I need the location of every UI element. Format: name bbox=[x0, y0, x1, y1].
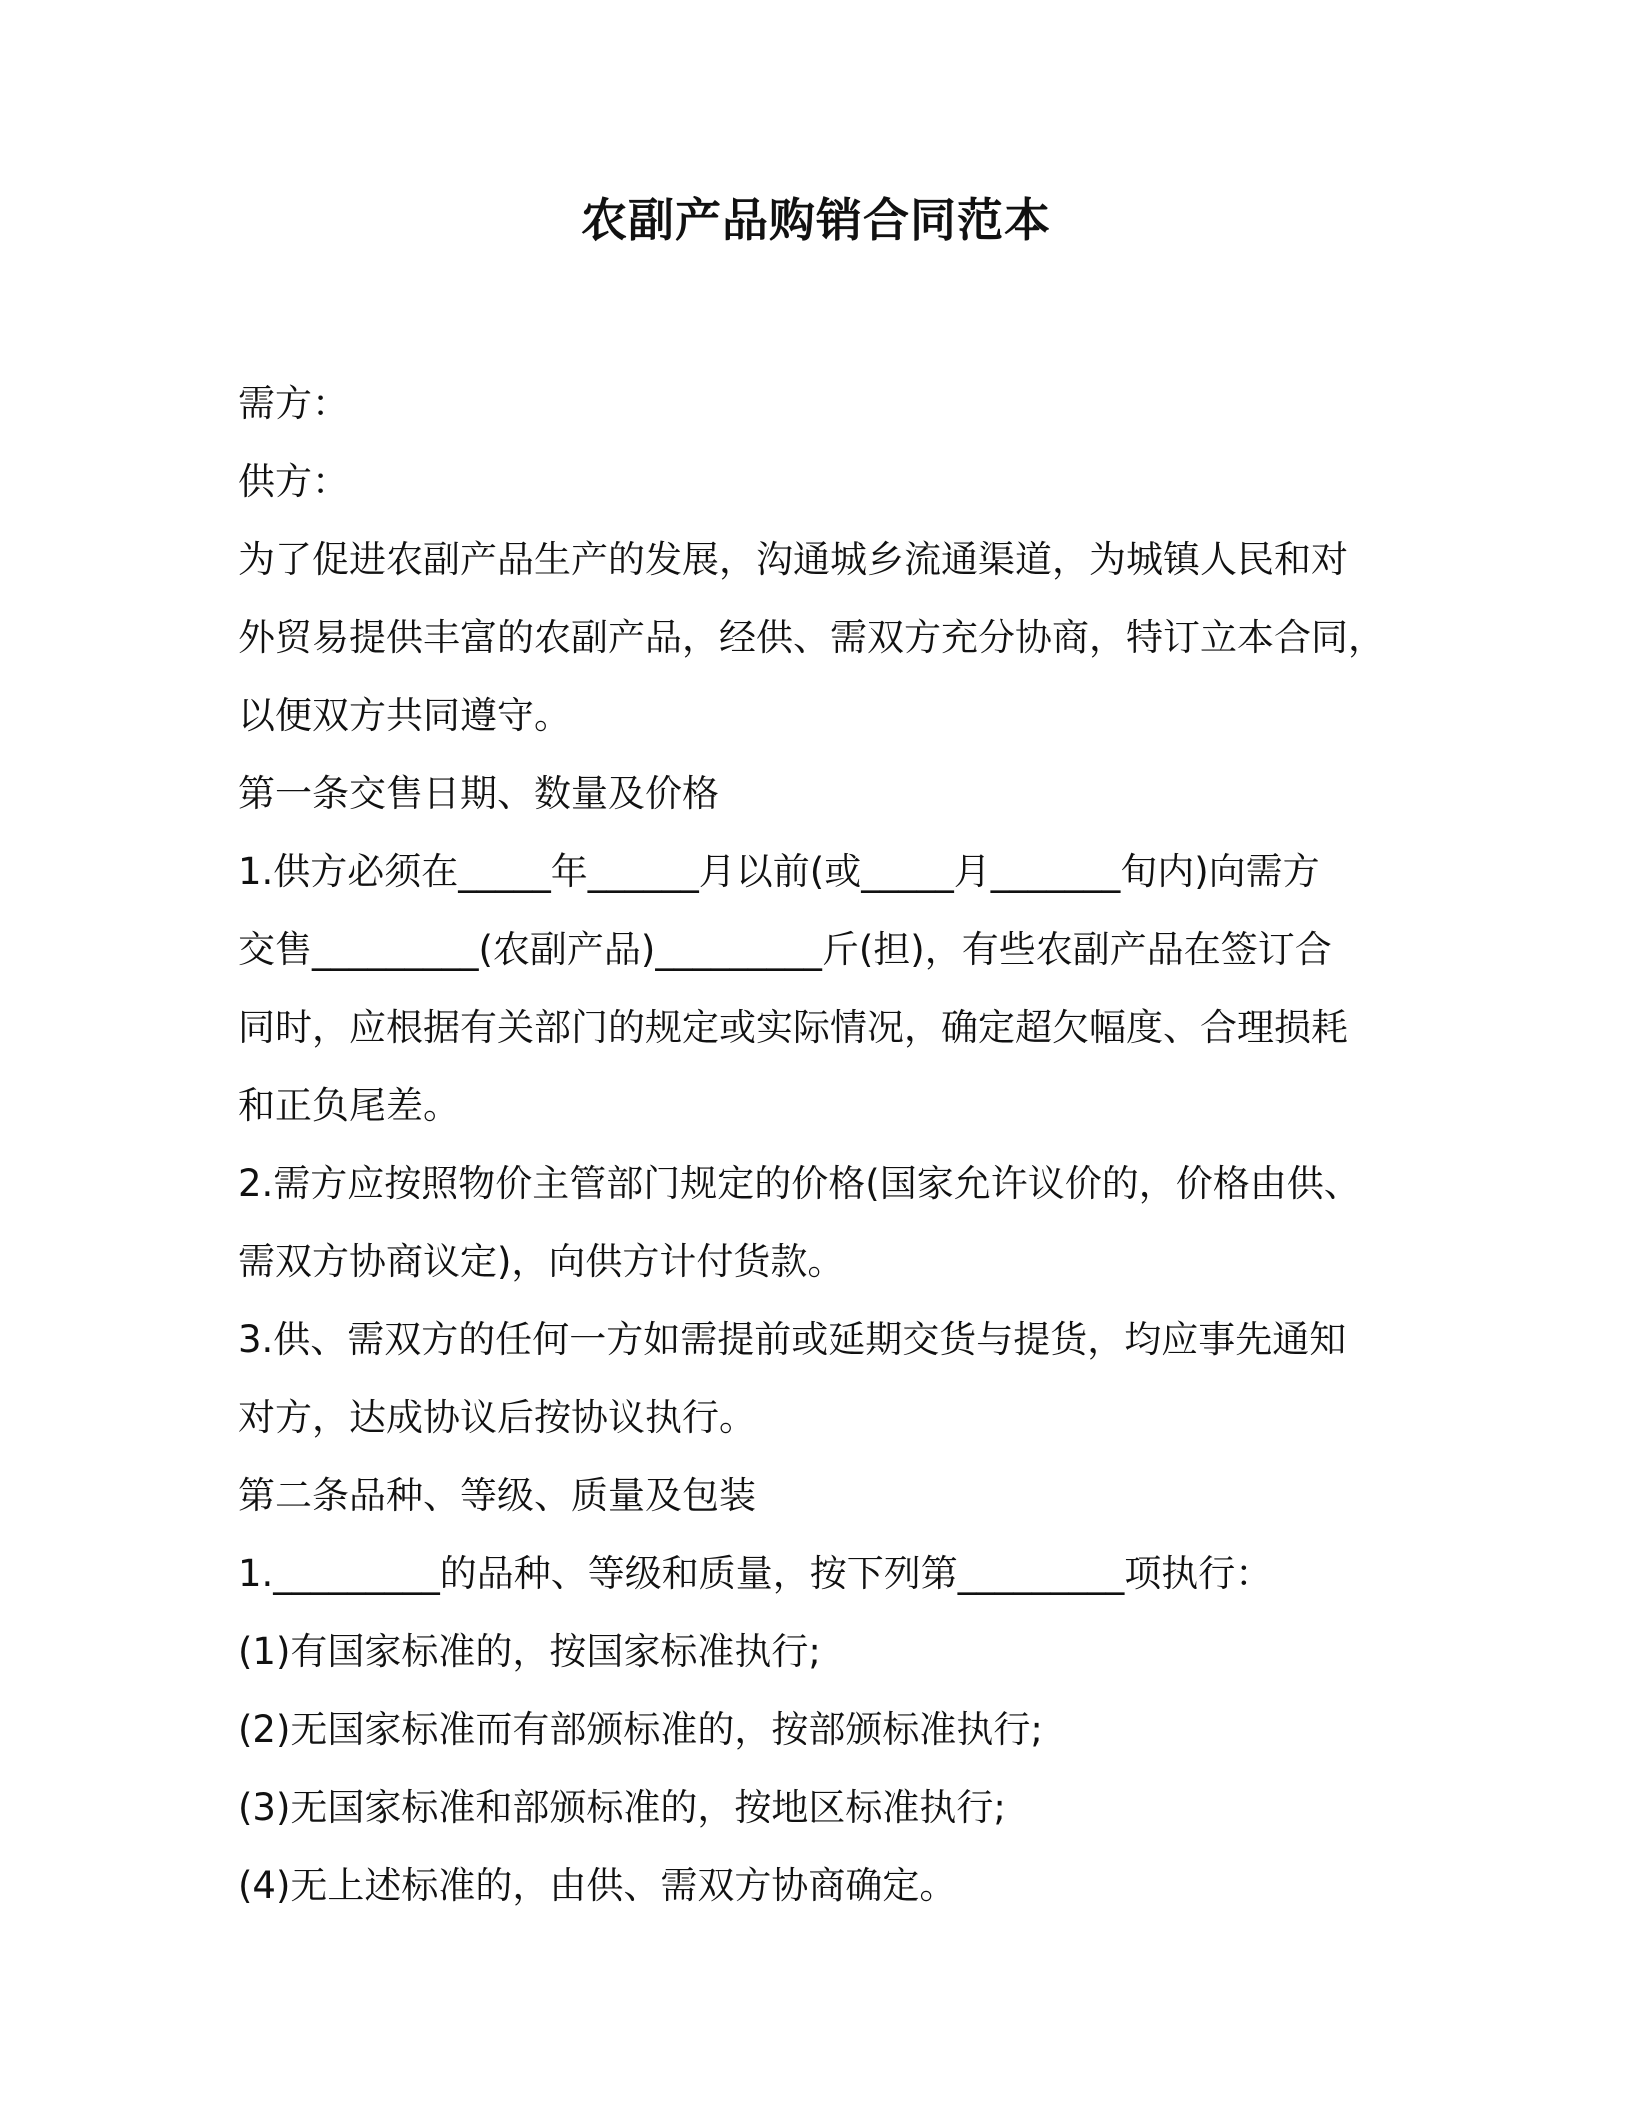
clause-line: 需双方协商议定)，向供方计付货款。 bbox=[238, 1240, 845, 1283]
clause-line: 交售_________(农副产品)_________斤(担)，有些农副产品在签订合 bbox=[238, 928, 1332, 971]
document-body bbox=[238, 365, 1398, 1925]
party-demand-line: 需方： bbox=[238, 382, 349, 425]
clause-line: 1.供方必须在_____年______月以前(或_____月_______旬内)向需方 bbox=[238, 850, 1320, 893]
article-1-heading: 第一条交售日期、数量及价格 bbox=[238, 772, 719, 815]
clause-line: 1._________的品种、等级和质量，按下列第_________项执行： bbox=[238, 1552, 1273, 1595]
preamble-line: 外贸易提供丰富的农副产品，经供、需双方充分协商，特订立本合同， bbox=[238, 616, 1385, 659]
document-title: 农副产品购销合同范本 bbox=[581, 193, 1051, 247]
preamble-line: 为了促进农副产品生产的发展，沟通城乡流通渠道，为城镇人民和对 bbox=[238, 538, 1348, 581]
clause-line: (2)无国家标准而有部颁标准的，按部颁标准执行; bbox=[238, 1708, 1043, 1751]
clause-line: 和正负尾差。 bbox=[238, 1084, 460, 1127]
clause-line: 3.供、需双方的任何一方如需提前或延期交货与提货，均应事先通知 bbox=[238, 1318, 1347, 1361]
preamble-line: 以便双方共同遵守。 bbox=[238, 694, 571, 737]
clause-line: 对方，达成协议后按协议执行。 bbox=[238, 1396, 756, 1439]
clause-line: (1)有国家标准的，按国家标准执行; bbox=[238, 1630, 821, 1673]
clause-line: 同时，应根据有关部门的规定或实际情况，确定超欠幅度、合理损耗 bbox=[238, 1006, 1348, 1049]
party-supply-line: 供方： bbox=[238, 460, 349, 503]
article-2-heading: 第二条品种、等级、质量及包装 bbox=[238, 1474, 756, 1517]
clause-line: (3)无国家标准和部颁标准的，按地区标准执行; bbox=[238, 1786, 1006, 1829]
clause-line: 2.需方应按照物价主管部门规定的价格(国家允许议价的，价格由供、 bbox=[238, 1162, 1361, 1205]
clause-line: (4)无上述标准的，由供、需双方协商确定。 bbox=[238, 1864, 957, 1907]
